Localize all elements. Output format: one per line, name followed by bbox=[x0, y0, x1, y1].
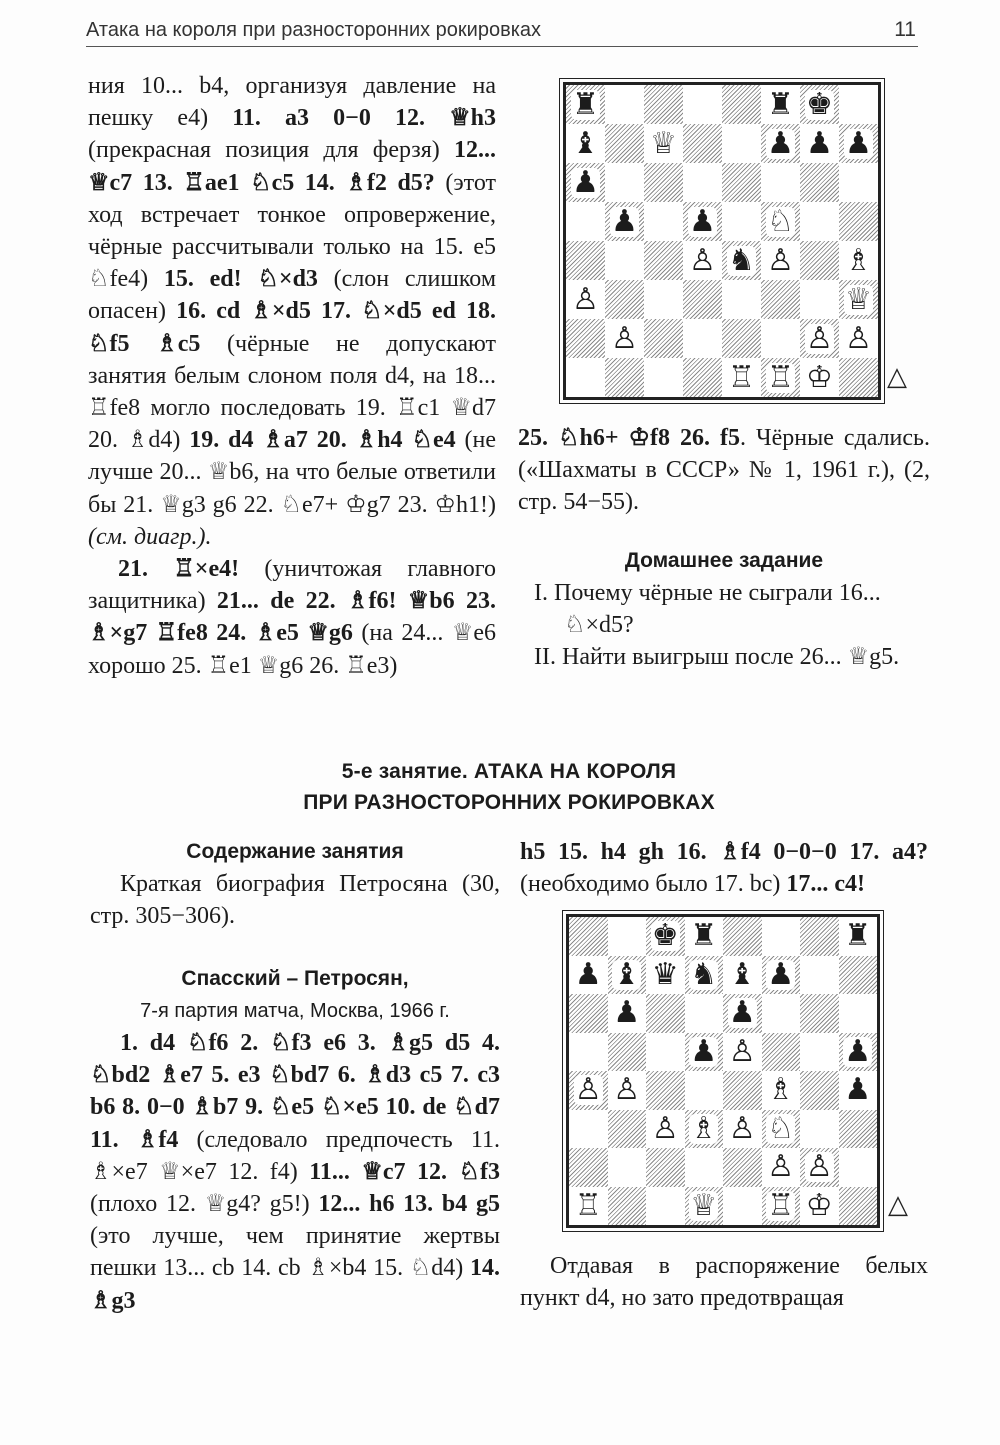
square-g8 bbox=[800, 917, 839, 956]
square-d2 bbox=[685, 1148, 724, 1187]
square-d6 bbox=[683, 163, 722, 202]
square-h3 bbox=[839, 1110, 878, 1149]
square-h6 bbox=[839, 163, 878, 202]
square-f6 bbox=[761, 163, 800, 202]
square-a6 bbox=[566, 163, 605, 202]
white-rook-icon: ♖ bbox=[574, 1187, 602, 1223]
square-g1 bbox=[800, 358, 839, 397]
square-a1 bbox=[566, 358, 605, 397]
square-c1 bbox=[644, 358, 683, 397]
running-title: Атака на короля при разносторонних рокировках bbox=[86, 19, 542, 41]
square-a7 bbox=[569, 956, 608, 995]
white-rook-icon: ♖ bbox=[767, 359, 794, 395]
square-e3 bbox=[723, 1110, 762, 1149]
square-d8 bbox=[683, 85, 722, 124]
square-d5 bbox=[683, 202, 722, 241]
white-rook-icon: ♖ bbox=[767, 1187, 795, 1223]
square-b3 bbox=[608, 1110, 647, 1149]
black-pawn-icon: ♟ bbox=[728, 995, 756, 1031]
game-subtitle: 7-я партия матча, Москва, 1966 г. bbox=[140, 999, 450, 1022]
black-rook-icon: ♜ bbox=[572, 86, 599, 122]
square-g3 bbox=[800, 1110, 839, 1149]
square-b5 bbox=[608, 1033, 647, 1072]
game-moves-continued: h5 15. h4 gh 16. ♗f4 0−0−0 17. a4? (необходимо было 17. bc) 17... c4! bbox=[520, 839, 928, 898]
square-e2 bbox=[722, 319, 761, 358]
square-c3 bbox=[644, 280, 683, 319]
square-h2 bbox=[839, 319, 878, 358]
black-rook-icon: ♜ bbox=[844, 918, 872, 954]
black-pawn-icon: ♟ bbox=[574, 956, 602, 992]
white-to-move-marker: △ bbox=[888, 1190, 908, 1220]
square-c1 bbox=[646, 1187, 685, 1226]
square-d3 bbox=[683, 280, 722, 319]
square-a7 bbox=[566, 124, 605, 163]
white-bishop-icon: ♗ bbox=[767, 1072, 795, 1108]
square-d4 bbox=[685, 1071, 724, 1110]
black-bishop-icon: ♝ bbox=[572, 125, 599, 161]
square-g7 bbox=[800, 124, 839, 163]
contents-text: Краткая биография Петросяна (30, стр. 305−306). bbox=[90, 871, 500, 930]
left-column-top bbox=[88, 70, 496, 682]
black-bishop-icon: ♝ bbox=[613, 956, 641, 992]
lesson-heading bbox=[90, 756, 928, 818]
white-rook-icon: ♖ bbox=[728, 359, 755, 395]
square-c6 bbox=[644, 163, 683, 202]
black-pawn-icon: ♟ bbox=[767, 956, 795, 992]
square-g6 bbox=[800, 163, 839, 202]
square-b2 bbox=[608, 1148, 647, 1187]
square-b1 bbox=[605, 358, 644, 397]
black-pawn-icon: ♟ bbox=[690, 1033, 718, 1069]
square-b6 bbox=[605, 163, 644, 202]
white-bishop-icon: ♗ bbox=[690, 1110, 718, 1146]
square-c4 bbox=[644, 241, 683, 280]
square-c2 bbox=[644, 319, 683, 358]
chessboard-1 bbox=[563, 82, 881, 400]
white-pawn-icon: ♙ bbox=[572, 281, 599, 317]
square-f4 bbox=[762, 1071, 801, 1110]
annotation-paragraph-2: 21. ♖×e4! (уничтожая главного защитника) 21... de 22. ♗f6! ♕b6 23. ♗×g7 ♖fe8 24. ♗e5 ♕g6 (на 24... ♕e6 хорошо 25. ♖e1 ♕g6 26. ♖e3) bbox=[88, 556, 496, 679]
annotation-paragraph-1: ния 10... b4, организуя давление на пешку e4) 11. a3 0−0 12. ♕h3 (прекрасная позиция для ферзя) 12... ♕c7 13. ♖ae1 ♘c5 14. ♗f2 d5? (этот ход встречает тонкое опровержение, чёрные рассчитывали только на 15. e5 ♘fe4) 15. ed! ♘×d3 (слон слишком опасен) 16. cd ♗×d5 17. ♘×d5 ed 18. ♘f5 ♗c5 (чёрные не допускают занятия белым слоном поля d4, на 18... ♖fe8 могло последовать 19. ♖c1 ♕d7 20. ♗d4) 19. d4 ♗a7 20. ♗h4 ♘e4 (не лучше 20... ♕b6, на что белые ответили бы 21. ♕g3 g6 22. ♘e7+ ♔g7 23. ♔h1!) (см. диагр.). bbox=[88, 73, 497, 550]
lesson-heading-line-1: 5-е занятие. АТАКА НА КОРОЛЯ bbox=[341, 760, 677, 783]
square-c8 bbox=[646, 917, 685, 956]
square-g4 bbox=[800, 1071, 839, 1110]
square-g5 bbox=[800, 202, 839, 241]
black-pawn-icon: ♟ bbox=[613, 995, 641, 1031]
square-e6 bbox=[723, 994, 762, 1033]
white-pawn-icon: ♙ bbox=[651, 1110, 679, 1146]
homework-exercise-1: I. Почему чёрные не сыграли 16... ♘×d5? bbox=[534, 579, 881, 639]
square-e1 bbox=[723, 1187, 762, 1226]
square-e5 bbox=[723, 1033, 762, 1072]
square-c5 bbox=[644, 202, 683, 241]
square-d8 bbox=[685, 917, 724, 956]
diagram-2-caption: Отдавая в распоряжение белых пункт d4, но зато предотвращая bbox=[520, 1253, 928, 1312]
square-g3 bbox=[800, 280, 839, 319]
square-h1 bbox=[839, 1187, 878, 1226]
square-h5 bbox=[839, 1033, 878, 1072]
square-f5 bbox=[761, 202, 800, 241]
square-b4 bbox=[605, 241, 644, 280]
square-d5 bbox=[685, 1033, 724, 1072]
square-c8 bbox=[644, 85, 683, 124]
square-e8 bbox=[723, 917, 762, 956]
white-pawn-icon: ♙ bbox=[805, 1149, 833, 1185]
square-b8 bbox=[608, 917, 647, 956]
square-f1 bbox=[762, 1187, 801, 1226]
black-rook-icon: ♜ bbox=[690, 918, 718, 954]
square-f1 bbox=[761, 358, 800, 397]
square-d7 bbox=[683, 124, 722, 163]
square-g5 bbox=[800, 1033, 839, 1072]
white-pawn-icon: ♙ bbox=[845, 320, 872, 356]
right-column-bottom bbox=[520, 836, 928, 900]
square-b1 bbox=[608, 1187, 647, 1226]
square-g7 bbox=[800, 956, 839, 995]
square-f3 bbox=[762, 1110, 801, 1149]
square-a5 bbox=[566, 202, 605, 241]
white-pawn-icon: ♙ bbox=[767, 242, 794, 278]
square-b7 bbox=[605, 124, 644, 163]
square-a1 bbox=[569, 1187, 608, 1226]
square-h4 bbox=[839, 241, 878, 280]
square-h7 bbox=[839, 956, 878, 995]
square-h8 bbox=[839, 85, 878, 124]
square-c2 bbox=[646, 1148, 685, 1187]
square-a2 bbox=[569, 1148, 608, 1187]
white-bishop-icon: ♗ bbox=[845, 242, 872, 278]
contents-title: Содержание занятия bbox=[186, 840, 404, 863]
square-c5 bbox=[646, 1033, 685, 1072]
square-g4 bbox=[800, 241, 839, 280]
square-d2 bbox=[683, 319, 722, 358]
black-pawn-icon: ♟ bbox=[845, 125, 872, 161]
square-b8 bbox=[605, 85, 644, 124]
square-h8 bbox=[839, 917, 878, 956]
square-d1 bbox=[683, 358, 722, 397]
square-d6 bbox=[685, 994, 724, 1033]
square-h3 bbox=[839, 280, 878, 319]
square-d7 bbox=[685, 956, 724, 995]
square-a2 bbox=[566, 319, 605, 358]
right-column-top bbox=[518, 422, 930, 673]
square-h7 bbox=[839, 124, 878, 163]
square-f7 bbox=[761, 124, 800, 163]
black-bishop-icon: ♝ bbox=[728, 956, 756, 992]
square-d4 bbox=[683, 241, 722, 280]
black-king-icon: ♚ bbox=[651, 918, 679, 954]
white-king-icon: ♔ bbox=[806, 359, 833, 395]
square-b6 bbox=[608, 994, 647, 1033]
black-rook-icon: ♜ bbox=[767, 86, 794, 122]
white-to-move-marker: △ bbox=[887, 362, 907, 392]
game-moves: 1. d4 ♘f6 2. ♘f3 e6 3. ♗g5 d5 4. ♘bd2 ♗e7 5. e3 ♘bd7 6. ♗d3 c5 7. c3 b6 8. 0−0 ♗b7 9. ♘e5 ♘×e5 10. de ♘d7 11. ♗f4 (следовало предпочесть 11. ♗×e7 ♕×e7 12. f4) 11... ♕c7 12. ♘f3 (плохо 12. ♕g4? g5!) 12... h6 13. b4 g5 (это лучше, чем принятие жертвы пешки 13... cb 14. cb ♗×b4 15. ♘d4) 14. ♗g3 bbox=[90, 1030, 501, 1314]
black-pawn-icon: ♟ bbox=[611, 203, 638, 239]
game-title: Спасский – Петросян, bbox=[181, 966, 409, 990]
white-king-icon: ♔ bbox=[805, 1187, 833, 1223]
black-pawn-icon: ♟ bbox=[844, 1033, 872, 1069]
square-b5 bbox=[605, 202, 644, 241]
square-h4 bbox=[839, 1071, 878, 1110]
square-a5 bbox=[569, 1033, 608, 1072]
square-f8 bbox=[761, 85, 800, 124]
square-f2 bbox=[761, 319, 800, 358]
square-e6 bbox=[722, 163, 761, 202]
black-pawn-icon: ♟ bbox=[844, 1072, 872, 1108]
homework-exercise-2: II. Найти выигрыш после 26... ♕g5. bbox=[534, 644, 900, 671]
square-h6 bbox=[839, 994, 878, 1033]
square-d1 bbox=[685, 1187, 724, 1226]
square-c4 bbox=[646, 1071, 685, 1110]
white-pawn-icon: ♙ bbox=[689, 242, 716, 278]
homework-title: Домашнее задание bbox=[624, 548, 824, 572]
square-f3 bbox=[761, 280, 800, 319]
white-pawn-icon: ♙ bbox=[728, 1033, 756, 1069]
square-a3 bbox=[569, 1110, 608, 1149]
square-a4 bbox=[569, 1071, 608, 1110]
black-queen-icon: ♛ bbox=[651, 956, 679, 992]
chessboard-2 bbox=[566, 914, 880, 1228]
black-king-icon: ♚ bbox=[806, 86, 833, 122]
black-knight-icon: ♞ bbox=[728, 242, 755, 278]
white-pawn-icon: ♙ bbox=[806, 320, 833, 356]
white-pawn-icon: ♙ bbox=[767, 1149, 795, 1185]
square-d3 bbox=[685, 1110, 724, 1149]
white-queen-icon: ♕ bbox=[650, 125, 677, 161]
black-pawn-icon: ♟ bbox=[572, 164, 599, 200]
square-e8 bbox=[722, 85, 761, 124]
square-a8 bbox=[566, 85, 605, 124]
square-g6 bbox=[800, 994, 839, 1033]
square-f5 bbox=[762, 1033, 801, 1072]
square-h5 bbox=[839, 202, 878, 241]
white-pawn-icon: ♙ bbox=[728, 1110, 756, 1146]
white-queen-icon: ♕ bbox=[845, 281, 872, 317]
square-c7 bbox=[644, 124, 683, 163]
left-column-bottom bbox=[90, 836, 500, 1317]
square-c6 bbox=[646, 994, 685, 1033]
white-pawn-icon: ♙ bbox=[613, 1072, 641, 1108]
black-pawn-icon: ♟ bbox=[806, 125, 833, 161]
square-e7 bbox=[723, 956, 762, 995]
square-e7 bbox=[722, 124, 761, 163]
white-pawn-icon: ♙ bbox=[611, 320, 638, 356]
square-c3 bbox=[646, 1110, 685, 1149]
square-e3 bbox=[722, 280, 761, 319]
black-pawn-icon: ♟ bbox=[767, 125, 794, 161]
square-f6 bbox=[762, 994, 801, 1033]
white-knight-icon: ♘ bbox=[767, 203, 794, 239]
square-b2 bbox=[605, 319, 644, 358]
square-e1 bbox=[722, 358, 761, 397]
square-h1 bbox=[839, 358, 878, 397]
square-b4 bbox=[608, 1071, 647, 1110]
black-pawn-icon: ♟ bbox=[689, 203, 716, 239]
square-a8 bbox=[569, 917, 608, 956]
square-e4 bbox=[722, 241, 761, 280]
square-g2 bbox=[800, 319, 839, 358]
square-f7 bbox=[762, 956, 801, 995]
square-a6 bbox=[569, 994, 608, 1033]
white-queen-icon: ♕ bbox=[690, 1187, 718, 1223]
square-e2 bbox=[723, 1148, 762, 1187]
square-a4 bbox=[566, 241, 605, 280]
page-header bbox=[86, 16, 918, 47]
square-f4 bbox=[761, 241, 800, 280]
page-number: 11 bbox=[894, 18, 916, 41]
square-c7 bbox=[646, 956, 685, 995]
square-e4 bbox=[723, 1071, 762, 1110]
square-b7 bbox=[608, 956, 647, 995]
square-a3 bbox=[566, 280, 605, 319]
square-f2 bbox=[762, 1148, 801, 1187]
square-f8 bbox=[762, 917, 801, 956]
square-b3 bbox=[605, 280, 644, 319]
square-g2 bbox=[800, 1148, 839, 1187]
game-conclusion: 25. ♘h6+ ♔f8 26. f5. Чёрные сдались. («Шахматы в СССР» № 1, 1961 г.), (2, стр. 54−55). bbox=[518, 425, 930, 516]
square-h2 bbox=[839, 1148, 878, 1187]
square-g1 bbox=[800, 1187, 839, 1226]
white-pawn-icon: ♙ bbox=[574, 1072, 602, 1108]
white-knight-icon: ♘ bbox=[767, 1110, 795, 1146]
black-knight-icon: ♞ bbox=[690, 956, 718, 992]
square-g8 bbox=[800, 85, 839, 124]
square-e5 bbox=[722, 202, 761, 241]
lesson-heading-line-2: ПРИ РАЗНОСТОРОННИХ РОКИРОВКАХ bbox=[303, 791, 715, 814]
